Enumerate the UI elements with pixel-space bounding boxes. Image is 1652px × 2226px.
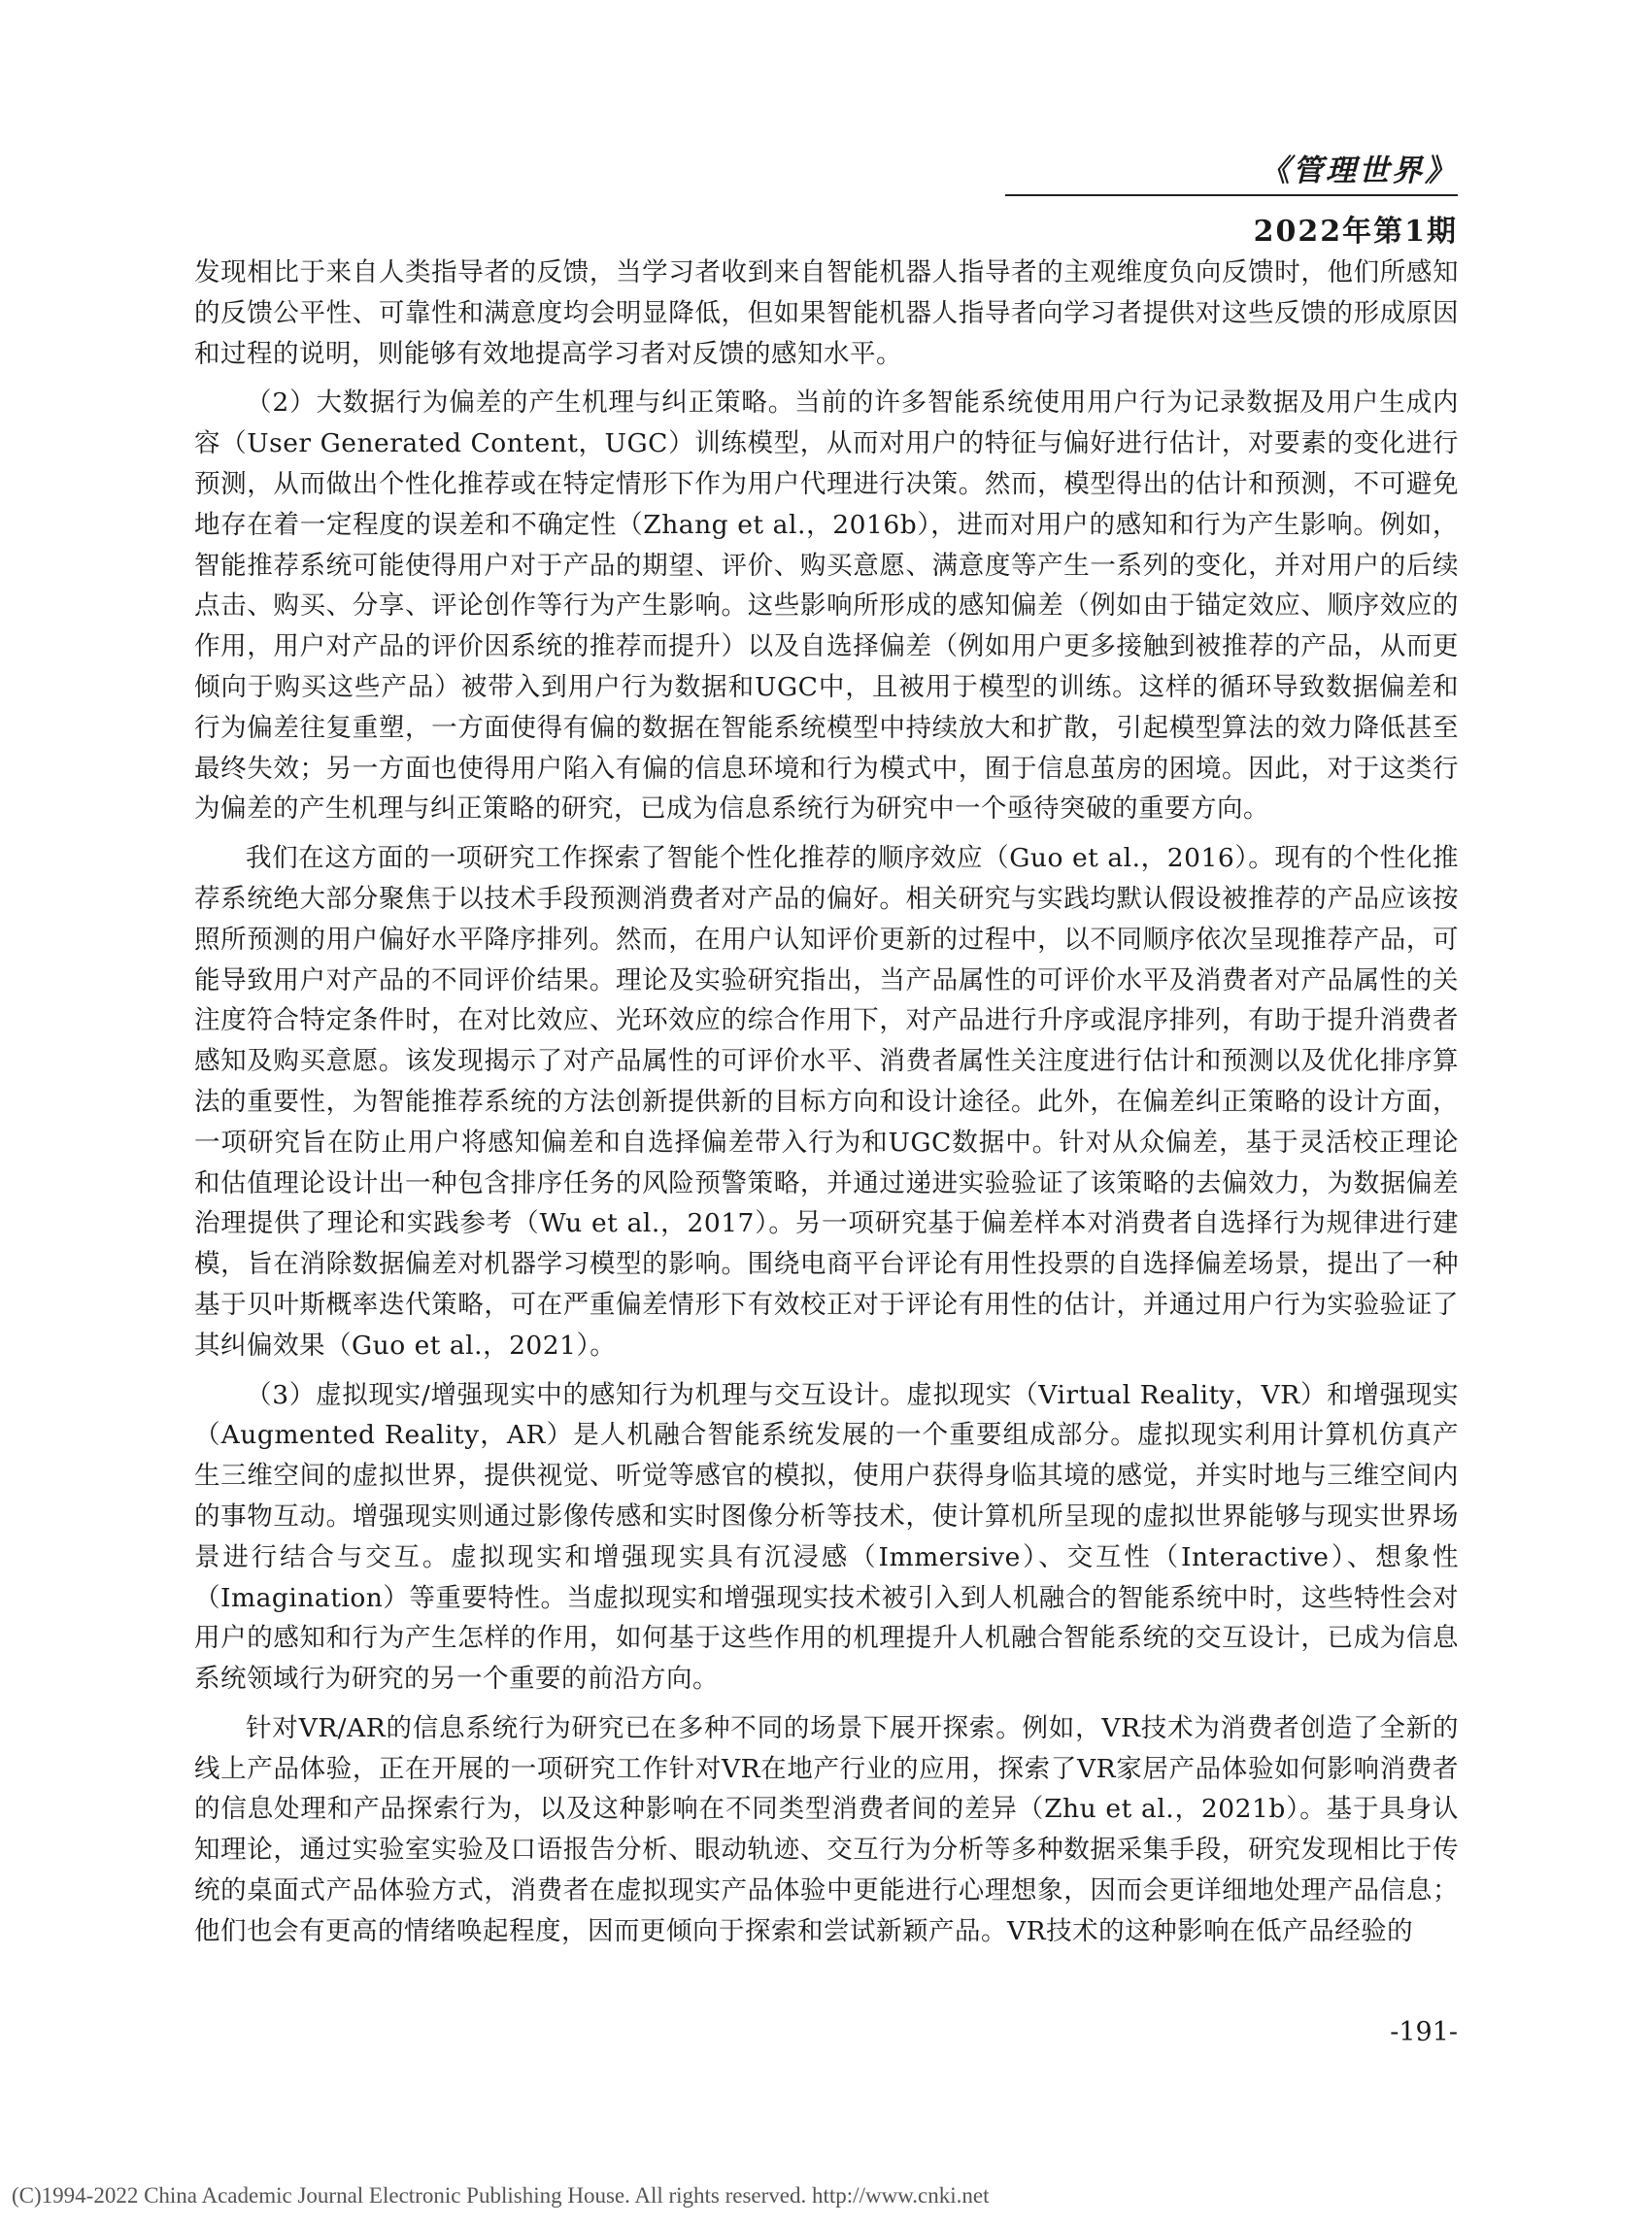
copyright-line: (C)1994-2022 China Academic Journal Electronic Publishing House. All rights reserved. http://www.cnki.net: [12, 2183, 990, 2208]
journal-title: 《管理世界》: [1260, 153, 1458, 188]
page-number: -191-: [1390, 2017, 1458, 2047]
issue-label: 2022年第1期: [1253, 215, 1458, 249]
article-body: [194, 253, 1459, 1952]
header-rule: [1005, 194, 1458, 196]
paragraph-big-data-bias: （2）大数据行为偏差的产生机理与纠正策略。当前的许多智能系统使用用户行为记录数据及用户生成内容（User Generated Content，UGC）训练模型，从而对用户的特征与偏好进行估计，对要素的变化进行预测，从而做出个性化推荐或在特定情形下作为用户代理进行决策。然而，模型得出的估计和预测，不可避免地存在着一定程度的误差和不确定性（Zhang et al.，2016b），进而对用户的感知和行为产生影响。例如，智能推荐系统可能使得用户对于产品的期望、评价、购买意愿、满意度等产生一系列的变化，并对用户的后续点击、购买、分享、评论创作等行为产生影响。这些影响所形成的感知偏差（例如由于锚定效应、顺序效应的作用，用户对产品的评价因系统的推荐而提升）以及自选择偏差（例如用户更多接触到被推荐的产品，从而更倾向于购买这些产品）被带入到用户行为数据和UGC中，且被用于模型的训练。这样的循环导致数据偏差和行为偏差往复重塑，一方面使得有偏的数据在智能系统模型中持续放大和扩散，引起模型算法的效力降低甚至最终失效；另一方面也使得用户陷入有偏的信息环境和行为模式中，囿于信息茧房的困境。因此，对于这类行为偏差的产生机理与纠正策略的研究，已成为信息系统行为研究中一个亟待突破的重要方向。: [194, 388, 1459, 825]
paragraph-vr-ar: （3）虚拟现实/增强现实中的感知行为机理与交互设计。虚拟现实（Virtual Reality，VR）和增强现实（Augmented Reality，AR）是人机融合智能系统发展的一个重要组成部分。虚拟现实利用计算机仿真产生三维空间的虚拟世界，提供视觉、听觉等感官的模拟，使用户获得身临其境的感觉，并实时地与三维空间内的事物互动。增强现实则通过影像传感和实时图像分析等技术，使计算机所呈现的虚拟世界能够与现实世界场景进行结合与交互。虚拟现实和增强现实具有沉浸感（Immersive）、交互性（Interactive）、想象性（Imagination）等重要特性。当虚拟现实和增强现实技术被引入到人机融合的智能系统中时，这些特性会对用户的感知和行为产生怎样的作用，如何基于这些作用的机理提升人机融合智能系统的交互设计，已成为信息系统领域行为研究的另一个重要的前沿方向。: [194, 1379, 1459, 1695]
paragraph-vr-ar-research: 针对VR/AR的信息系统行为研究已在多种不同的场景下展开探索。例如，VR技术为消费者创造了全新的线上产品体验，正在开展的一项研究工作针对VR在地产行业的应用，探索了VR家居产品体验如何影响消费者的信息处理和产品探索行为，以及这种影响在不同类型消费者间的差异（Zhu et al.，2021b）。基于具身认知理论，通过实验室实验及口语报告分析、眼动轨迹、交互行为分析等多种数据采集手段，研究发现相比于传统的桌面式产品体验方式，消费者在虚拟现实产品体验中更能进行心理想象，因而会更详细地处理产品信息；他们也会有更高的情绪唤起程度，因而更倾向于探索和尝试新颖产品。VR技术的这种影响在低产品经验的: [194, 1712, 1459, 1946]
paragraph-continued: 发现相比于来自人类指导者的反馈，当学习者收到来自智能机器人指导者的主观维度负向反馈时，他们所感知的反馈公平性、可靠性和满意度均会明显降低，但如果智能机器人指导者向学习者提供对这些反馈的形成原因和过程的说明，则能够有效地提高学习者对反馈的感知水平。: [194, 257, 1459, 369]
paragraph-order-effect: 我们在这方面的一项研究工作探索了智能个性化推荐的顺序效应（Guo et al.，2016）。现有的个性化推荐系统绝大部分聚焦于以技术手段预测消费者对产品的偏好。相关研究与实践均默认假设被推荐的产品应该按照所预测的用户偏好水平降序排列。然而，在用户认知评价更新的过程中，以不同顺序依次呈现推荐产品，可能导致用户对产品的不同评价结果。理论及实验研究指出，当产品属性的可评价水平及消费者对产品属性的关注度符合特定条件时，在对比效应、光环效应的综合作用下，对产品进行升序或混序排列，有助于提升消费者感知及购买意愿。该发现揭示了对产品属性的可评价水平、消费者属性关注度进行估计和预测以及优化排序算法的重要性，为智能推荐系统的方法创新提供新的目标方向和设计途径。此外，在偏差纠正策略的设计方面，一项研究旨在防止用户将感知偏差和自选择偏差带入行为和UGC数据中。针对从众偏差，基于灵活校正理论和估值理论设计出一种包含排序任务的风险预警策略，并通过递进实验验证了该策略的去偏效力，为数据偏差治理提供了理论和实践参考（Wu et al.，2017）。另一项研究基于偏差样本对消费者自选择行为规律进行建模，旨在消除数据偏差对机器学习模型的影响。围绕电商平台评论有用性投票的自选择偏差场景，提出了一种基于贝叶斯概率迭代策略，可在严重偏差情形下有效校正对于评论有用性的估计，并通过用户行为实验验证了其纠偏效果（Guo et al.，2021）。: [194, 843, 1459, 1361]
